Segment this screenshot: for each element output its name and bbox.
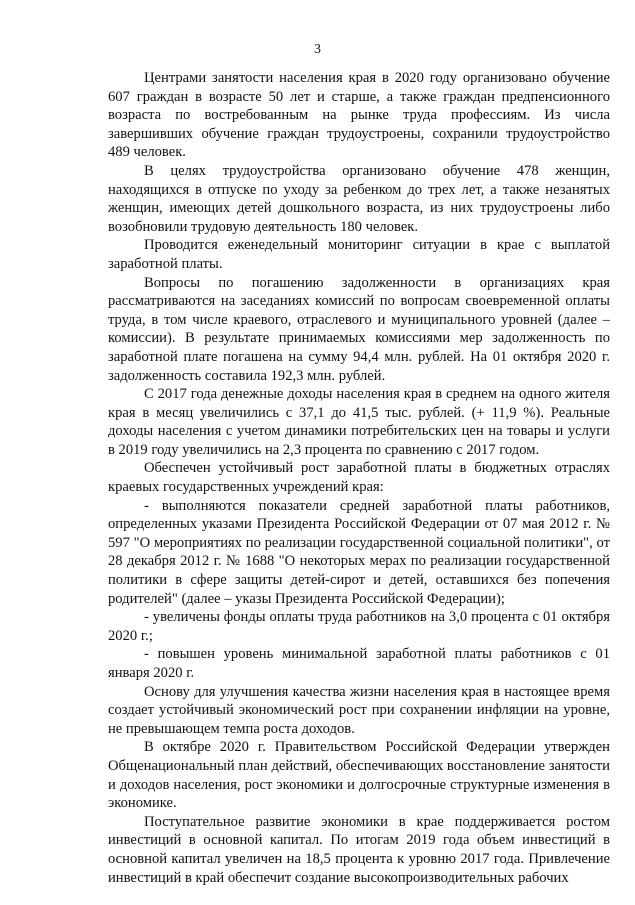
paragraph-women-training: В целях трудоустройства организовано обучение 478 женщин, находящихся в отпуске по уходу за ребенком до трех лет, а также незанятых женщин, имеющих детей дошкольного возраста, из них трудоустроены либо возобновили трудовую деятельность 180 человек. <box>108 162 610 235</box>
paragraph-quality-of-life: Основу для улучшения качества жизни населения края в настоящее время создает устойчивый экономический рост при сохранении инфляции на уровне, не превышающем темпа роста доходов. <box>108 683 610 737</box>
list-item-payroll-funds: - увеличены фонды оплаты труда работников на 3,0 процента с 01 октября 2020 г.; <box>108 609 610 644</box>
paragraph-salary-growth: Обеспечен устойчивый рост заработной платы в бюджетных отраслях краевых государственных учреждений края: <box>108 460 610 496</box>
list-item-minimum-wage: - повышен уровень минимальной заработной платы работников с 01 января 2020 г. <box>108 646 610 681</box>
document-body <box>108 69 610 887</box>
paragraph-income-growth: С 2017 года денежные доходы населения края в среднем на одного жителя края в месяц увеличились с 37,1 до 41,5 тыс. рублей. (+ 11,9 %). Реальные доходы населения с учетом динамики потребительских цен на товары и услуги в 2019 году увеличились на 2,3 процента по сравнению с 2017 годом. <box>108 386 610 458</box>
list-item-presidential-decrees: - выполняются показатели средней заработной платы работников, определенных указами Президента Российской Федерации от 07 мая 2012 г. № 597 "О мероприятиях по реализации государственной социальной политики", от 28 декабря 2012 г. № 1688 "О некоторых мерах по реализации государственной политики в сфере защиты детей-сирот и детей, оставшихся без попечения родителей" (далее – указы Президента Российской Федерации); <box>108 497 610 607</box>
page-number: 3 <box>314 42 321 57</box>
paragraph-investment: Поступательное развитие экономики в крае поддерживается ростом инвестиций в основной капитал. По итогам 2019 года объем инвестиций в основной капитал увеличен на 18,5 процента к уровню 2017 года. Привлечение инвестиций в край обеспечит создание высокопроизводительных рабочих <box>108 813 610 886</box>
paragraph-national-plan: В октябре 2020 г. Правительством Российской Федерации утвержден Общенациональный план действий, обеспечивающих восстановление занятости и доходов населения, рост экономики и долгосрочные структурные изменения в экономике. <box>108 739 610 812</box>
paragraph-education-50plus: Центрами занятости населения края в 2020 году организовано обучение 607 граждан в возрасте 50 лет и старше, а также граждан предпенсионного возраста по востребованным на рынке труда профессиям. Из числа завершивших обучение граждан трудоустроены, сохранили трудоустройство 489 человек. <box>108 70 610 161</box>
paragraph-wage-monitoring: Проводится еженедельный мониторинг ситуации в крае с выплатой заработной платы. <box>108 237 610 272</box>
paragraph-wage-arrears: Вопросы по погашению задолженности в организациях края рассматриваются на заседаниях комиссий по вопросам своевременной оплаты труда, в том числе краевого, отраслевого и муниципального уровней (далее – комиссии). В результате принимаемых комиссиями мер задолженность по заработной плате погашена на сумму 94,4 млн. рублей. На 01 октября 2020 г. задолженность составила 192,3 млн. рублей. <box>108 274 610 384</box>
